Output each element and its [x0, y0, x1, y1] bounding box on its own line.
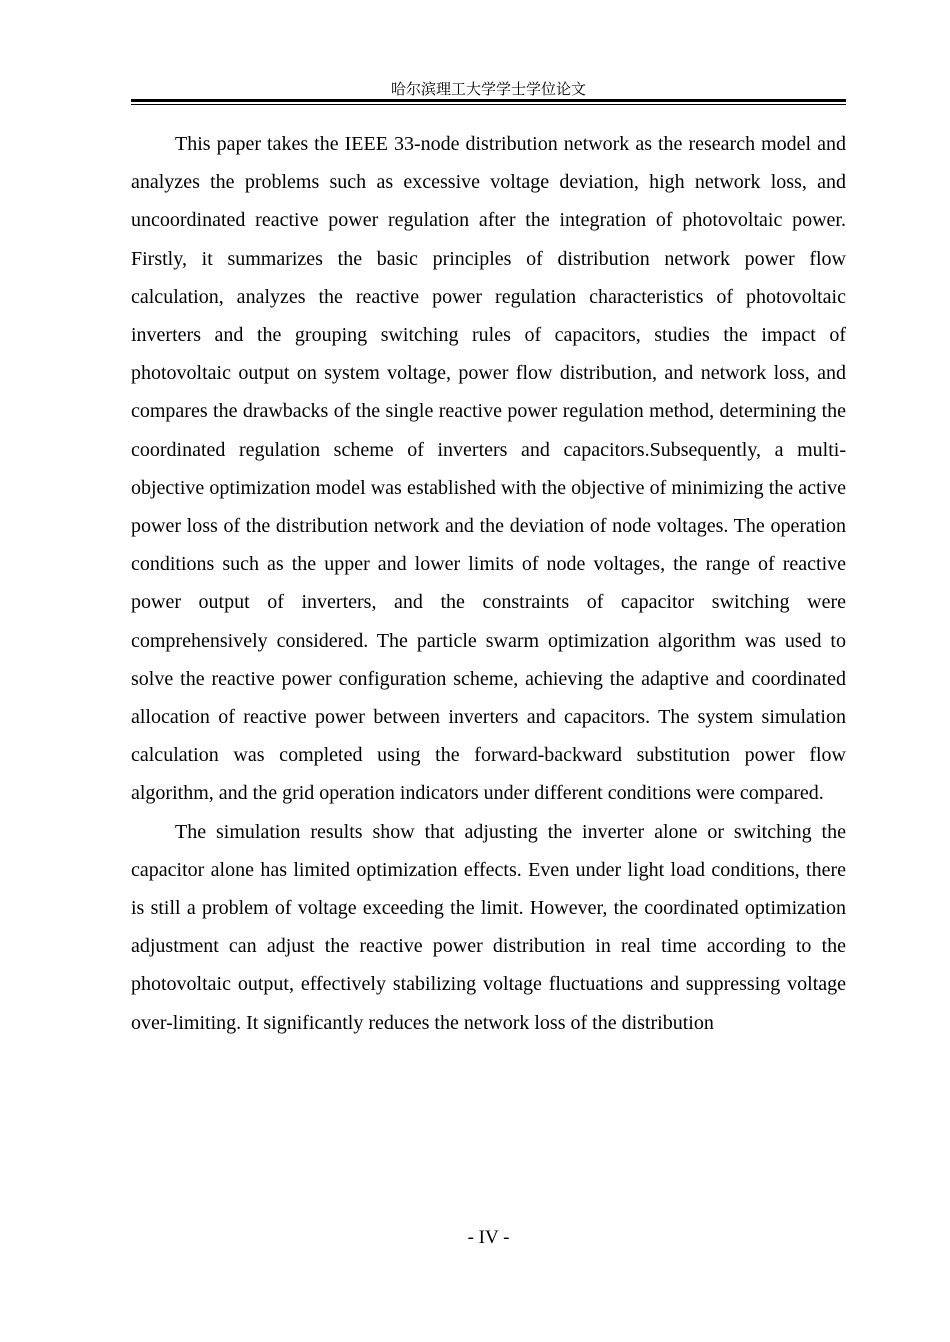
paragraph-1: This paper takes the IEEE 33-node distribution network as the research model and analyzes the problems such as excessive voltage deviation, high network loss, and uncoordinated reactive power regulation after the integration of photovoltaic power. Firstly, it summarizes the basic principles of distribution network power flow calculation, analyzes the reactive power regulation characteristics of photovoltaic inverters and the grouping switching rules of capacitors, studies the impact of photovoltaic output on system voltage, power flow distribution, and network loss, and compares the drawbacks of the single reactive power regulation method, determining the coordinated regulation scheme of inverters and capacitors.Subsequently, a multi-objective optimization model was established with the objective of minimizing the active power loss of the distribution network and the deviation of node voltages. The operation conditions such as the upper and lower limits of node voltages, the range of reactive power output of inverters, and the constraints of capacitor switching were comprehensively considered. The particle swarm optimization algorithm was used to solve the reactive power configuration scheme, achieving the adaptive and coordinated allocation of reactive power between inverters and capacitors. The system simulation calculation was completed using the forward-backward substitution power flow algorithm, and the grid operation indicators under different conditions were compared. [131, 133, 846, 805]
page-number: - IV - [467, 1227, 510, 1248]
body-text [131, 125, 846, 1042]
page-header: 哈尔滨理工大学学士学位论文 [390, 80, 586, 98]
header-rule-thin [131, 104, 846, 105]
header-rule-thick [131, 99, 846, 102]
paragraph-2: The simulation results show that adjusting the inverter alone or switching the capacitor alone has limited optimization effects. Even under light load conditions, there is still a problem of voltage exceeding the limit. However, the coordinated optimization adjustment can adjust the reactive power distribution in real time according to the photovoltaic output, effectively stabilizing voltage fluctuations and suppressing voltage over-limiting. It significantly reduces the network loss of the distribution [131, 820, 846, 1034]
